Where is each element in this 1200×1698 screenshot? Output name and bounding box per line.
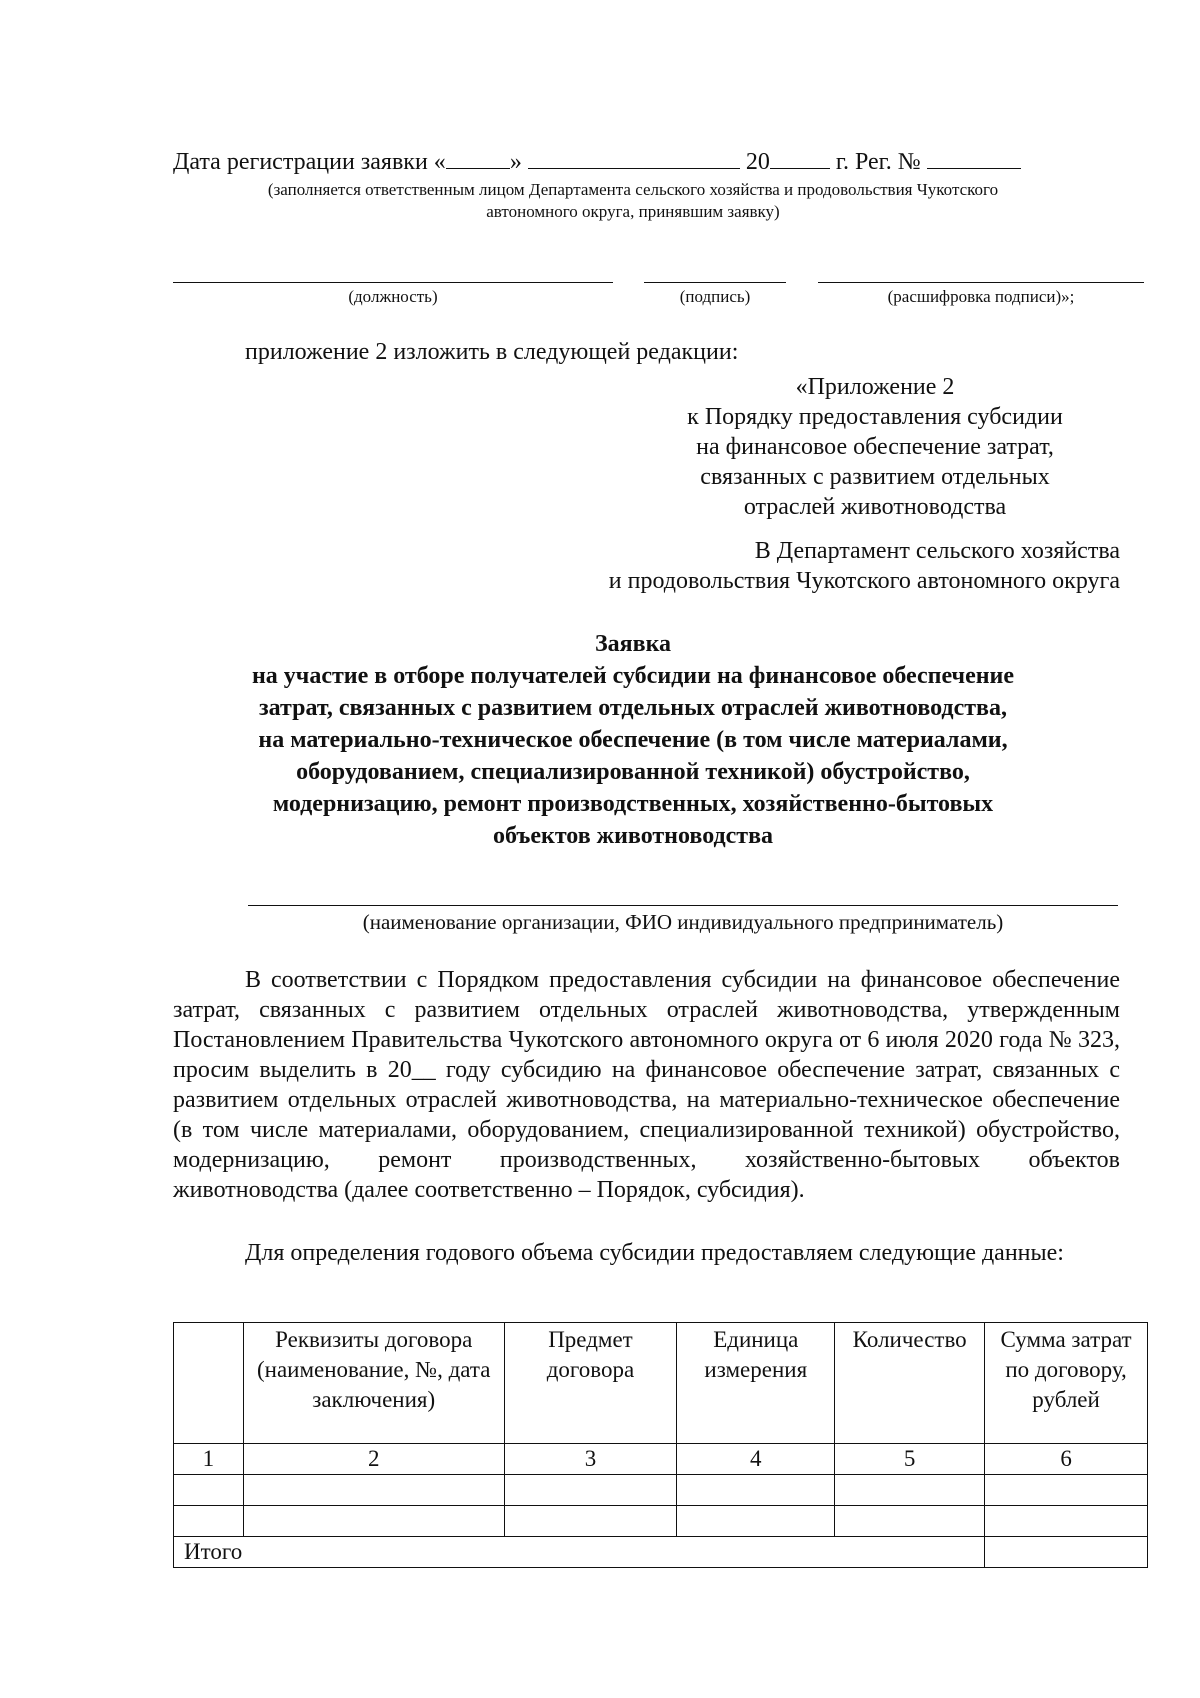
decoding-line[interactable] (818, 282, 1144, 283)
signature-label: (подпись) (679, 287, 751, 306)
registration-note-line2: автономного округа, принявшим заявку) (486, 202, 780, 221)
table-header-cell: Единица измерения (677, 1323, 835, 1444)
appendix-line: «Приложение 2 (795, 374, 955, 400)
table-cell[interactable] (174, 1506, 244, 1537)
table-cell[interactable] (243, 1506, 504, 1537)
decoding-label: (расшифровка подписи)»; (887, 287, 1075, 306)
table-number-cell: 4 (677, 1444, 835, 1475)
appendix-line: отраслей животноводства (743, 494, 1007, 520)
appendix-line: на финансовое обеспечение затрат, (696, 434, 1054, 460)
registration-day-field[interactable] (446, 148, 510, 169)
registration-line (173, 148, 1021, 176)
table-row (174, 1475, 1148, 1506)
title-line: затрат, связанных с развитием отдельных отраслей животноводства, (259, 695, 1007, 721)
registration-note (173, 179, 1093, 223)
position-label: (должность) (348, 287, 438, 306)
registration-year-prefix: 20 (745, 149, 770, 175)
table-cell[interactable] (677, 1506, 835, 1537)
appendix-line: связанных с развитием отдельных (700, 464, 1050, 490)
table-cell[interactable] (504, 1475, 677, 1506)
table-total-value-cell[interactable] (985, 1537, 1148, 1568)
title-line: Заявка (594, 631, 672, 657)
table-cell[interactable] (504, 1506, 677, 1537)
registration-year-suffix: г. Рег. № (835, 149, 921, 175)
table-number-cell: 5 (835, 1444, 985, 1475)
application-title (173, 628, 1093, 852)
title-line: оборудованием, специализированной техникой) обустройство, (296, 759, 970, 785)
table-header-cell: Реквизиты договора (наименование, №, дата заключения) (243, 1323, 504, 1444)
table-number-row (174, 1444, 1148, 1475)
registration-year-field[interactable] (770, 148, 830, 169)
main-paragraph: В соответствии с Порядком предоставления субсидии на финансовое обеспечение затрат, связанных с развитием отдельных отраслей животноводства, утвержденным Постановлением Правительства Чукотского автономного округа от 6 июля 2020 года № 323, просим выделить в 20__ году субсидию на финансовое обеспечение затрат, связанных с развитием отдельных отраслей животноводства, на материально-техническое обеспечение (в том числе материалами, оборудованием, специализированной техникой) обустройство, модернизацию, ремонт производственных, хозяйственно-бытовых объектов животноводства (далее соответственно – Порядок, субсидия). (173, 967, 1120, 1203)
registration-note-line1: (заполняется ответственным лицом Департамента сельского хозяйства и продовольствия Чукотского (267, 180, 999, 199)
table-cell[interactable] (985, 1475, 1148, 1506)
department-line: В Департамент сельского хозяйства (754, 538, 1120, 564)
appendix-block (640, 372, 1110, 522)
organization-name-line[interactable] (248, 905, 1118, 906)
organization-name-label: (наименование организации, ФИО индивидуального предприниматель) (362, 910, 1004, 934)
intro-text: приложение 2 изложить в следующей редакции: (245, 339, 739, 365)
title-line: модернизацию, ремонт производственных, хозяйственно-бытовых (272, 791, 994, 817)
table-cell[interactable] (835, 1506, 985, 1537)
department-line: и продовольствия Чукотского автономного округа (608, 568, 1120, 594)
table-header-row (174, 1323, 1148, 1444)
signature-line[interactable] (644, 282, 786, 283)
table-number-cell: 6 (985, 1444, 1148, 1475)
table-total-row (174, 1537, 1148, 1568)
table-cell[interactable] (174, 1475, 244, 1506)
registration-month-field[interactable] (528, 148, 740, 169)
title-line: на участие в отборе получателей субсидии на финансовое обеспечение (251, 663, 1015, 689)
position-line[interactable] (173, 282, 613, 283)
title-line: объектов животноводства (492, 823, 774, 849)
registration-quote-close: » (509, 149, 522, 175)
contracts-table (173, 1322, 1148, 1568)
table-header-cell: Количество (835, 1323, 985, 1444)
table-number-cell: 2 (243, 1444, 504, 1475)
table-total-label: Итого (174, 1537, 985, 1568)
table-row (174, 1506, 1148, 1537)
table-number-cell: 1 (174, 1444, 244, 1475)
appendix-line: к Порядку предоставления субсидии (687, 404, 1063, 430)
registration-label: Дата регистрации заявки « (173, 149, 446, 175)
title-line: на материально-техническое обеспечение (в том числе материалами, (258, 727, 1008, 753)
data-intro-paragraph: Для определения годового объема субсидии предоставляем следующие данные: (245, 1240, 1064, 1266)
table-cell[interactable] (243, 1475, 504, 1506)
table-header-cell: Сумма затрат по договору, рублей (985, 1323, 1148, 1444)
table-cell[interactable] (835, 1475, 985, 1506)
table-header-cell: Предмет договора (504, 1323, 677, 1444)
table-cell[interactable] (985, 1506, 1148, 1537)
table-number-cell: 3 (504, 1444, 677, 1475)
department-addressee (560, 536, 1120, 596)
table-header-cell (174, 1323, 244, 1444)
table-cell[interactable] (677, 1475, 835, 1506)
registration-number-field[interactable] (927, 148, 1021, 169)
